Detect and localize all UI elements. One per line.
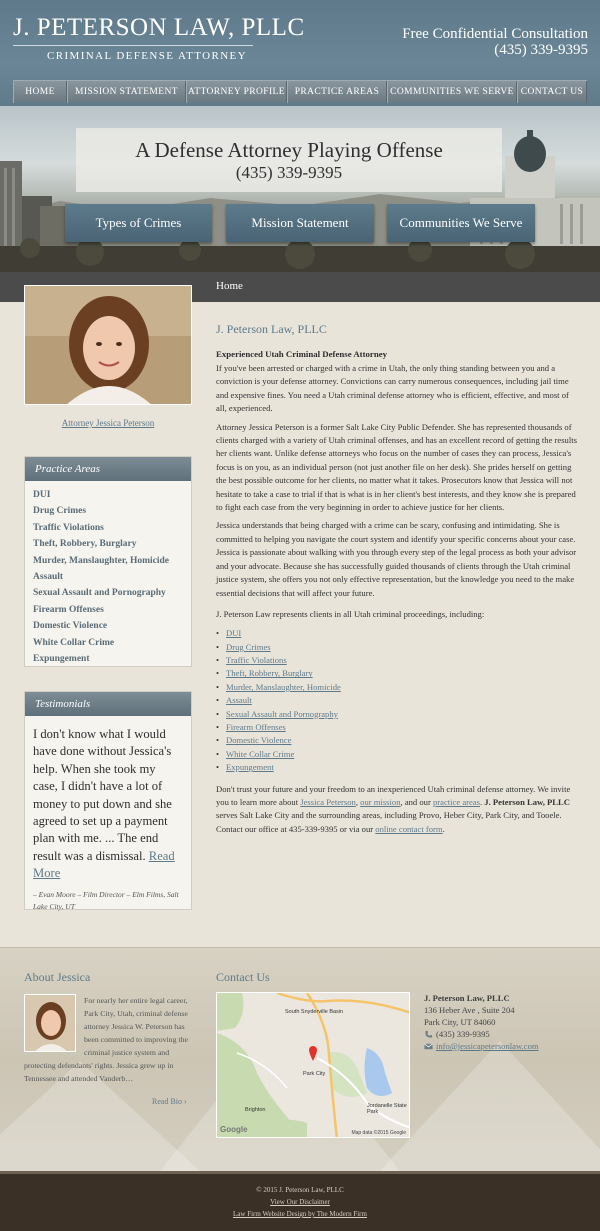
mission-statement-button[interactable]: Mission Statement [226,204,374,242]
practice-area-link[interactable]: Expungement [33,653,90,664]
crime-link[interactable]: Firearm Offenses [226,722,286,733]
contact-info [424,992,539,1052]
crime-link[interactable]: Sexual Assault and Pornography [226,708,338,719]
map-label-brighton: Brighton [245,1107,266,1113]
mountain-decoration [380,1041,600,1171]
crime-link[interactable]: Domestic Violence [226,735,292,746]
practice-area-link[interactable]: Theft, Robbery, Burglary [33,539,137,550]
contact-title: Contact Us [216,970,270,984]
list-item [216,721,578,734]
practice-area-link[interactable]: Sexual Assault and Pornography [33,588,166,599]
breadcrumb-current: Home [216,280,243,292]
crime-link[interactable]: Theft, Robbery, Burglary [226,668,313,679]
hero-phone[interactable]: (435) 339-9395 [235,163,343,182]
header-phone[interactable]: (435) 339-9395 [494,42,588,58]
list-item [216,708,578,721]
location-map[interactable] [216,992,410,1138]
logo-firm-name[interactable]: J. PETERSON LAW, PLLC [13,14,305,41]
closing-text: serves Salt Lake City and the surrounding areas, including Provo, Heber City, Park City, and Tooele. Contact our office at 435-339-9395 or via our [216,810,562,834]
design-credit-link[interactable]: Law Firm Website Design by The Modern Firm [233,1210,367,1218]
contact-firm-name: J. Peterson Law, PLLC [424,993,510,1003]
nav-attorney-profile[interactable]: ATTORNEY PROFILE [186,81,287,103]
testimonial-citation: – Evan Moore – Film Director – Elm Films, Salt Lake City, UT [33,889,179,911]
practice-areas-link[interactable]: practice areas [432,797,480,808]
attorney-thumbnail-image [25,995,76,1052]
crime-links-list [216,627,578,774]
list-item [216,667,578,680]
practice-area-link[interactable]: Murder, Manslaughter, Homicide [33,555,169,566]
list-item [216,641,578,654]
practice-area-link[interactable]: White Collar Crime [33,637,115,648]
map-copyright: Map data ©2015 Google [351,1130,406,1136]
practice-area-link[interactable]: Domestic Violence [33,621,108,632]
practice-area-link[interactable]: DUI [33,490,51,500]
page-title: J. Peterson Law, PLLC [216,322,327,336]
closing-paragraph [216,783,578,837]
disclaimer-link[interactable]: View Our Disclaimer [270,1198,330,1206]
contact-address-line2: Park City, UT 84060 [424,1017,496,1027]
approach-paragraph: Jessica understands that being charged with a crime can be scary, confusing and intimidating. She is committed to helping you navigate the court system and identify your specific concerns about your case. Jessica is passionate about walking with you through every step of the legal process as both your advisor and your advocate. Because she has successfully guided thousands of clients through the Utah criminal justice system, she offers you not only effective representation, but the knowledge you need to the make essential decisions that will affect your future. [216,520,577,598]
contact-address-line1: 136 Heber Ave , Suite 204 [424,1005,515,1015]
list-item [216,654,578,667]
testimonials-title: Testimonials [25,692,191,716]
practice-areas-list [25,481,191,671]
map-label-park-city: Park City [303,1071,326,1077]
services-intro: J. Peterson Law represents clients in all Utah criminal proceedings, including: [216,608,485,619]
attorney-portrait-image [25,286,192,405]
about-body: For nearly her entire legal career, Park City, Utah, criminal defense attorney Jessica W. Peterson has been committed to improving the criminal justice system and protecting defendants' rights. Jessica grew up in Tennessee and attended Vanderb… [24,996,188,1083]
closing-text: , [355,797,361,808]
main-navigation [13,80,587,102]
list-item [216,734,578,747]
contact-phone-row [424,1028,539,1040]
main-content [216,322,578,836]
crime-link[interactable]: Murder, Manslaughter, Homicide [226,681,341,692]
crime-link[interactable]: Traffic Violations [226,655,287,666]
map-label-jordanelle: Jordanelle State Park [367,1103,407,1115]
closing-text: . [479,797,485,808]
our-mission-link[interactable]: our mission [360,797,401,808]
read-more-link[interactable]: Read More [33,848,175,881]
testimonial-quote [25,716,191,883]
list-item [216,694,578,707]
phone-icon [424,1030,433,1039]
testimonial-body: I don't know what I would have done without Jessica's help. When she took my case, I didn't have a lot of money to put down and she agreed to set up a payment plan with me. ... The end result was a dismissal. [33,727,172,863]
crime-link[interactable]: DUI [226,628,242,639]
hero-heading: A Defense Attorney Playing Offense [135,138,443,162]
practice-area-link[interactable]: Traffic Violations [33,522,104,533]
page-subtitle: Experienced Utah Criminal Defense Attorney [216,349,388,359]
footer-widgets [0,947,600,1171]
online-contact-form-link[interactable]: online contact form [375,823,443,834]
hero-heading-box [76,128,502,192]
hero-banner [0,106,600,272]
jessica-peterson-link[interactable]: Jessica Peterson [300,797,356,808]
site-header [0,0,600,106]
closing-text: . [442,823,445,834]
crime-link[interactable]: Expungement [226,762,274,773]
envelope-icon [424,1042,433,1051]
closing-text: , and our [400,797,433,808]
attorney-photo[interactable] [24,285,192,405]
communities-button[interactable]: Communities We Serve [387,204,535,242]
about-title: About Jessica [24,970,91,984]
nav-mission-statement[interactable]: MISSION STATEMENT [67,81,186,103]
map-label-south-snyderville: South Snyderville Basin [285,1009,344,1015]
crime-link[interactable]: White Collar Crime [226,748,295,759]
nav-home[interactable]: HOME [13,81,67,103]
practice-area-link[interactable]: Drug Crimes [33,506,87,517]
bio-paragraph: Attorney Jessica Peterson is a former Salt Lake City Public Defender. She has represented thousands of clients charged with a variety of Utah criminal offenses, and has an excellent record of getting the results her clients want. Unlike defense attorneys who focus on the number of cases they can process, Jessica's focus is on you, as an individual person (not just another file on her desk). She prides herself on getting the best possible outcome for her clients, no matter what it takes. Prosecutors know that Jessica will not hesitate to take a case to trial if that is what is in her client's best interests, and they know she is prepared to fight each case from the very beginning in order to achieve justice for her clients. [216,421,577,513]
testimonials-widget [24,691,192,910]
consultation-label: Free Confidential Consultation [402,26,588,42]
closing-firm-name: J. Peterson Law, PLLC [484,797,570,808]
nav-contact-us[interactable]: CONTACT US [517,81,587,103]
intro-paragraph: If you've been arrested or charged with a crime in Utah, the only thing standing between you and a conviction is your defense attorney. Convictions can carry numerous consequences, including jail time and expensive fines. You need a Utah criminal defense attorney who is efficient, effective, and most of all, experienced. [216,363,569,414]
nav-practice-areas[interactable]: PRACTICE AREAS [287,81,387,103]
types-of-crimes-button[interactable]: Types of Crimes [65,204,212,242]
practice-areas-widget [24,456,192,667]
about-photo[interactable] [24,994,76,1052]
nav-communities[interactable]: COMMUNITIES WE SERVE [387,81,517,103]
crime-link[interactable]: Drug Crimes [226,641,271,652]
crime-link[interactable]: Assault [226,695,252,706]
list-item [216,627,578,640]
contact-phone[interactable]: (435) 339-9395 [436,1029,490,1039]
practice-area-link[interactable]: Firearm Offenses [33,604,104,615]
footer-copyright: © 2015 J. Peterson Law, PLLC [256,1186,344,1194]
list-item [216,761,578,774]
map-google-logo: Google [220,1125,248,1134]
logo-tagline: CRIMINAL DEFENSE ATTORNEY [47,50,248,62]
contact-email-row [424,1040,539,1052]
site-footer [0,1171,600,1231]
closing-text: Don't trust your future and your freedom to an inexperienced Utah criminal defense attorney. We invite you to learn more about [216,783,571,808]
practice-areas-title: Practice Areas [25,457,191,481]
logo-divider [13,45,253,46]
read-bio-link[interactable]: Read Bio › [152,1097,187,1106]
contact-email-link[interactable]: info@jessicapetersonlaw.com [436,1041,539,1051]
practice-area-link[interactable]: Assault [33,571,64,582]
list-item [216,681,578,694]
attorney-photo-caption[interactable]: Attorney Jessica Peterson [61,418,155,428]
list-item [216,748,578,761]
